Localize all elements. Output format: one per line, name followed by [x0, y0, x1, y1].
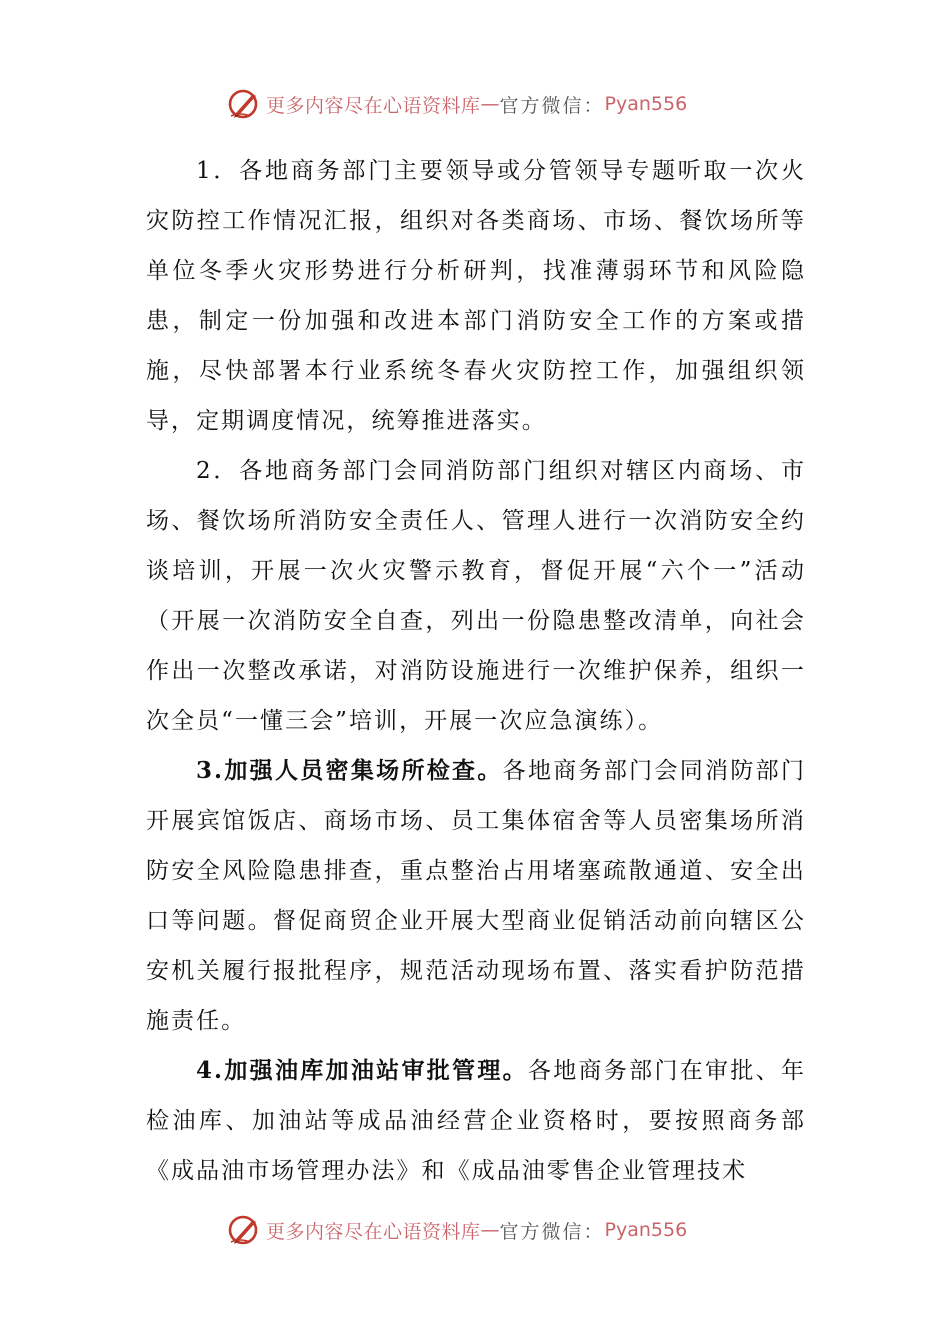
watermark-wechat-label: 官方微信： [499, 94, 605, 117]
paragraph-1-text: 1．各地商务部门主要领导或分管领导专题听取一次火灾防控工作情况汇报，组织对各类商场、市场、餐饮场所等单位冬季火灾形势进行分析研判，找准薄弱环节和风险隐患，制定一份加强和改进本部门消防安全工作的方案或措施，尽快部署本行业系统冬春火灾防控工作，加强组织领导，定期调度情况，统筹推进落实。 [146, 158, 806, 434]
paragraph-3-heading: 3.加强人员密集场所检查。 [196, 757, 503, 784]
watermark-text: 更多内容尽在心语资料库 [266, 1220, 481, 1243]
paragraph-1 [146, 146, 806, 446]
paragraph-2-text: 2．各地商务部门会同消防部门组织对辖区内商场、市场、餐饮场所消防安全责任人、管理人进行一次消防安全约谈培训，开展一次火灾警示教育，督促开展“六个一”活动（开展一次消防安全自查，列出一份隐患整改清单，向社会作出一次整改承诺，对消防设施进行一次维护保养，组织一次全员“一懂三会”培训，开展一次应急演练）。 [146, 458, 806, 734]
watermark-wechat-id: Pyan556 [604, 93, 688, 115]
document-body [146, 146, 806, 1196]
watermark-text: 更多内容尽在心语资料库 [266, 94, 481, 117]
pen-circle-logo-icon [226, 1212, 262, 1248]
paragraph-4-heading: 4.加强油库加油站审批管理。 [196, 1057, 528, 1084]
watermark-wechat-id: Pyan556 [604, 1219, 688, 1241]
watermark-header [226, 84, 687, 124]
paragraph-3-text: 各地商务部门会同消防部门开展宾馆饭店、商场市场、员工集体宿舍等人员密集场所消防安全风险隐患排查，重点整治占用堵塞疏散通道、安全出口等问题。督促商贸企业开展大型商业促销活动前向辖区公安机关履行报批程序，规范活动现场布置、落实看护防范措施责任。 [146, 758, 806, 1034]
pen-circle-logo-icon [226, 86, 262, 122]
watermark-dash: — [480, 93, 500, 115]
watermark-wechat-label: 官方微信： [499, 1220, 605, 1243]
paragraph-3 [146, 746, 806, 1046]
paragraph-4-text: 各地商务部门在审批、年检油库、加油站等成品油经营企业资格时，要按照商务部《成品油市场管理办法》和《成品油零售企业管理技术 [146, 1058, 806, 1184]
watermark-dash: — [480, 1219, 500, 1241]
paragraph-4 [146, 1046, 806, 1196]
paragraph-2 [146, 446, 806, 746]
watermark-footer [226, 1210, 687, 1250]
